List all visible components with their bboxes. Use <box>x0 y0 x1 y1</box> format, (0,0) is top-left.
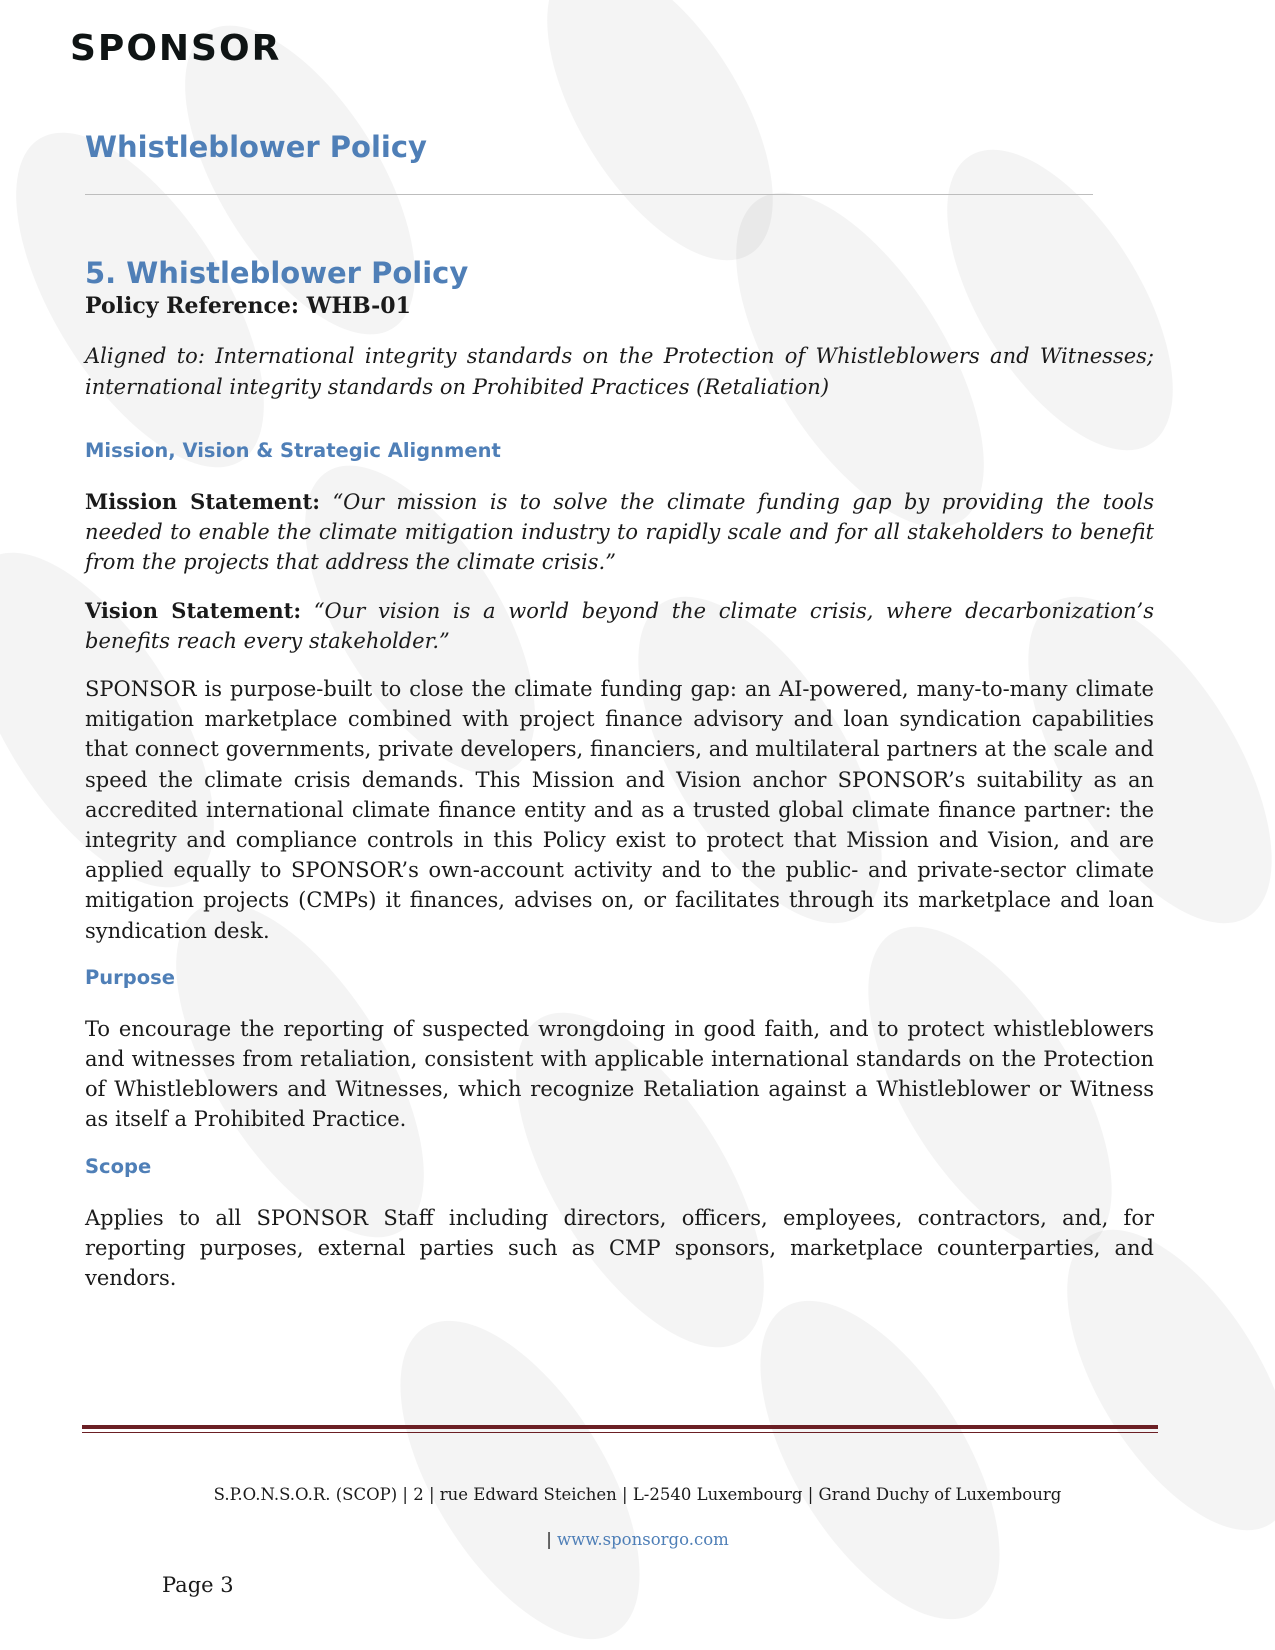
page-number: Page 3 <box>162 1573 234 1597</box>
footer-website-link[interactable]: www.sponsorgo.com <box>557 1530 729 1549</box>
vision-text: “Our vision is a world beyond the climate crisis, where decarbonization’s benefits reach every stakeholder.” <box>85 598 1154 653</box>
document-title: Whistleblower Policy <box>85 130 427 164</box>
policy-reference: Policy Reference: WHB-01 <box>85 293 411 319</box>
policy-content <box>85 255 1154 1311</box>
mission-vision-heading: Mission, Vision & Strategic Alignment <box>85 439 501 462</box>
sponsor-logo: SPONSOR <box>70 28 282 69</box>
footer-website-line <box>0 1530 1275 1549</box>
mission-text: “Our mission is to solve the climate funding gap by providing the tools needed to enable the climate mitigation industry to rapidly scale and for all stakeholders to benefit from the projects that address the climate crisis.” <box>85 490 1154 575</box>
mission-label: Mission Statement: <box>85 489 321 514</box>
scope-body: Applies to all SPONSOR Staff including directors, officers, employees, contractors, and, for reporting purposes, external parties such as CMP sponsors, marketplace counterparties, and vendors. <box>85 1205 1154 1291</box>
footer-separator: | <box>546 1530 552 1549</box>
section-title: 5. Whistleblower Policy <box>85 256 469 290</box>
footer-divider-thick <box>82 1425 1158 1429</box>
footer-divider-thin <box>82 1432 1158 1433</box>
mission-statement <box>85 487 1154 578</box>
purpose-heading: Purpose <box>85 965 175 989</box>
footer-address: S.P.O.N.S.O.R. (SCOP) | 2 | rue Edward Steichen | L-2540 Luxembourg | Grand Duchy of Luxembourg <box>213 1485 1062 1504</box>
title-divider <box>85 194 1093 195</box>
vision-label: Vision Statement: <box>85 597 302 623</box>
purpose-body: To encourage the reporting of suspected wrongdoing in good faith, and to protect whistleblowers and witnesses from retaliation, consistent with applicable international standards on the Protection of Whistleblowers and Witnesses, which recognize Retaliation against a Whistleblower or Witness as itself a Prohibited Practice. <box>85 1016 1154 1132</box>
mission-vision-body: SPONSOR is purpose-built to close the climate funding gap: an AI-powered, many-to-many climate mitigation marketplace combined with project finance advisory and loan syndication capabilities that connect governments, private developers, financiers, and multilateral partners at the scale and speed the climate crisis demands. This Mission and Vision anchor SPONSOR’s suitability as an accredited international climate finance entity and as a trusted global climate finance partner: the integrity and compliance controls in this Policy exist to protect that Mission and Vision, and are applied equally to SPONSOR’s own-account activity and to the public- and private-sector climate mitigation projects (CMPs) it finances, advises on, or facilitates through its marketplace and loan syndication desk. <box>85 677 1154 943</box>
scope-heading: Scope <box>85 1154 152 1178</box>
aligned-to-statement: Aligned to: International integrity standards on the Protection of Whistleblowers and Witnesses; international integrity standards on Prohibited Practices (Retaliation) <box>85 344 1154 399</box>
vision-statement <box>85 596 1154 656</box>
